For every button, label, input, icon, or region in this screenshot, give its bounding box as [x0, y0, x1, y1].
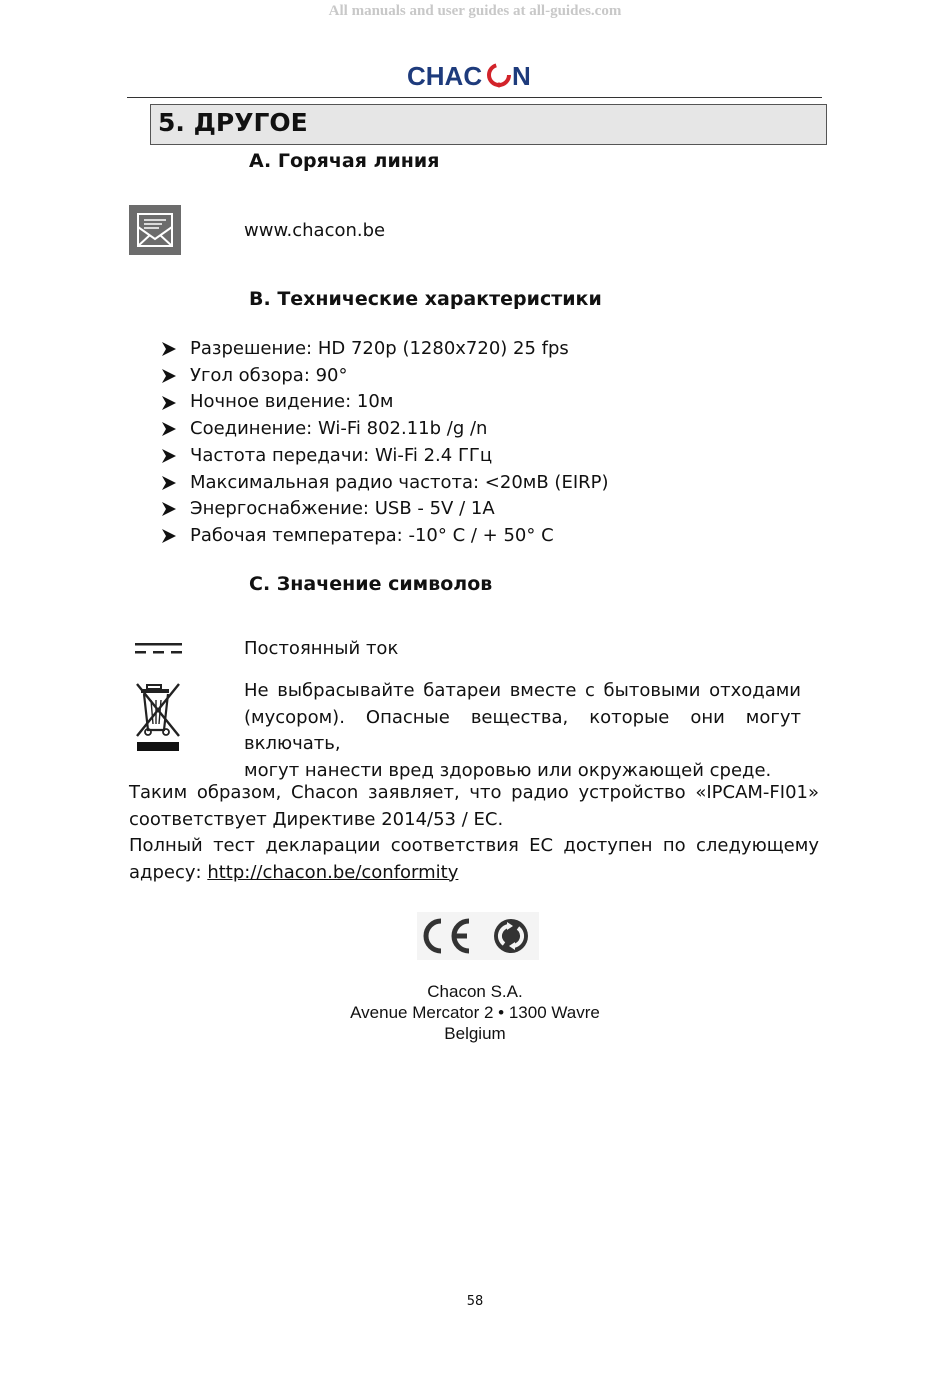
spec-item	[160, 363, 609, 390]
spec-text: Частота передачи: Wi-Fi 2.4 ГГц	[190, 444, 493, 466]
chacon-logo	[405, 58, 545, 92]
section-title-text: ДРУГОЕ	[193, 108, 308, 137]
weee-line: Не выбрасывайте батареи вместе с бытовыми отходами	[244, 680, 801, 701]
spec-text: Ночное видение: 10м	[190, 391, 394, 413]
dc-text: Постоянный ток	[244, 638, 399, 659]
arrow-bullet-icon	[160, 341, 190, 357]
spec-list	[160, 336, 609, 550]
arrow-bullet-icon	[160, 501, 190, 517]
declaration-line: соответствует Директиве 2014/53 / EC.	[129, 808, 504, 830]
arrow-bullet-icon	[160, 528, 190, 544]
spec-item	[160, 416, 609, 443]
declaration-line: Таким образом, Chacon заявляет, что радио устройство «IPCAM-FI01»	[129, 782, 819, 803]
spec-text: Угол обзора: 90°	[190, 364, 348, 386]
arrow-bullet-icon	[160, 395, 190, 411]
company-country: Belgium	[444, 1024, 506, 1043]
green-dot-icon	[494, 919, 528, 953]
weee-line: (мусором). Опасные вещества, которые они могут включать,	[244, 706, 801, 754]
watermark: All manuals and user guides at all-guides.com	[328, 3, 622, 19]
direct-current-icon	[134, 641, 184, 657]
spec-text: Максимальная радио частота: <20мВ (EIRP)	[190, 471, 609, 493]
company-name: Chacon S.A.	[427, 982, 523, 1001]
declaration-paragraph	[129, 780, 819, 886]
weee-line: могут нанести вред здоровью или окружающей среде.	[244, 759, 772, 781]
header-divider	[127, 97, 822, 98]
svg-text:CHAC: CHAC	[407, 61, 483, 91]
weee-text	[244, 678, 801, 784]
conformity-link[interactable]: http://chacon.be/conformity	[207, 861, 459, 883]
declaration-address-label: адресу:	[129, 861, 208, 883]
section-title	[158, 108, 308, 137]
spec-text: Энергоснабжение: USB - 5V / 1A	[190, 498, 495, 520]
svg-text:N: N	[512, 61, 531, 91]
arrow-bullet-icon	[160, 448, 190, 464]
spec-item	[160, 496, 609, 523]
compliance-marks	[417, 912, 539, 960]
spec-text: Разрешение: HD 720p (1280x720) 25 fps	[190, 338, 569, 360]
arrow-bullet-icon	[160, 421, 190, 437]
crossed-bin-icon	[134, 680, 184, 754]
mail-icon	[129, 205, 181, 255]
spec-item	[160, 443, 609, 470]
spec-item	[160, 469, 609, 496]
arrow-bullet-icon	[160, 475, 190, 491]
section-number: 5.	[158, 108, 185, 137]
spec-item	[160, 523, 609, 550]
spec-item	[160, 336, 609, 363]
symbols-heading: C. Значение символов	[249, 573, 493, 595]
spec-text: Рабочая температера: -10° C / + 50° C	[190, 524, 554, 546]
page-number: 58	[466, 1294, 484, 1309]
spec-text: Соединение: Wi-Fi 802.11b /g /n	[190, 418, 488, 440]
hotline-heading: A. Горячая линия	[249, 150, 440, 172]
company-street: Avenue Mercator 2 • 1300 Wavre	[350, 1003, 600, 1022]
declaration-line: Полный тест декларации соответствия EC доступен по следующему	[129, 835, 819, 856]
website-text[interactable]: www.chacon.be	[244, 220, 386, 241]
specs-heading: B. Технические характеристики	[249, 288, 602, 310]
declaration-line	[129, 860, 819, 887]
spec-item	[160, 389, 609, 416]
arrow-bullet-icon	[160, 368, 190, 384]
